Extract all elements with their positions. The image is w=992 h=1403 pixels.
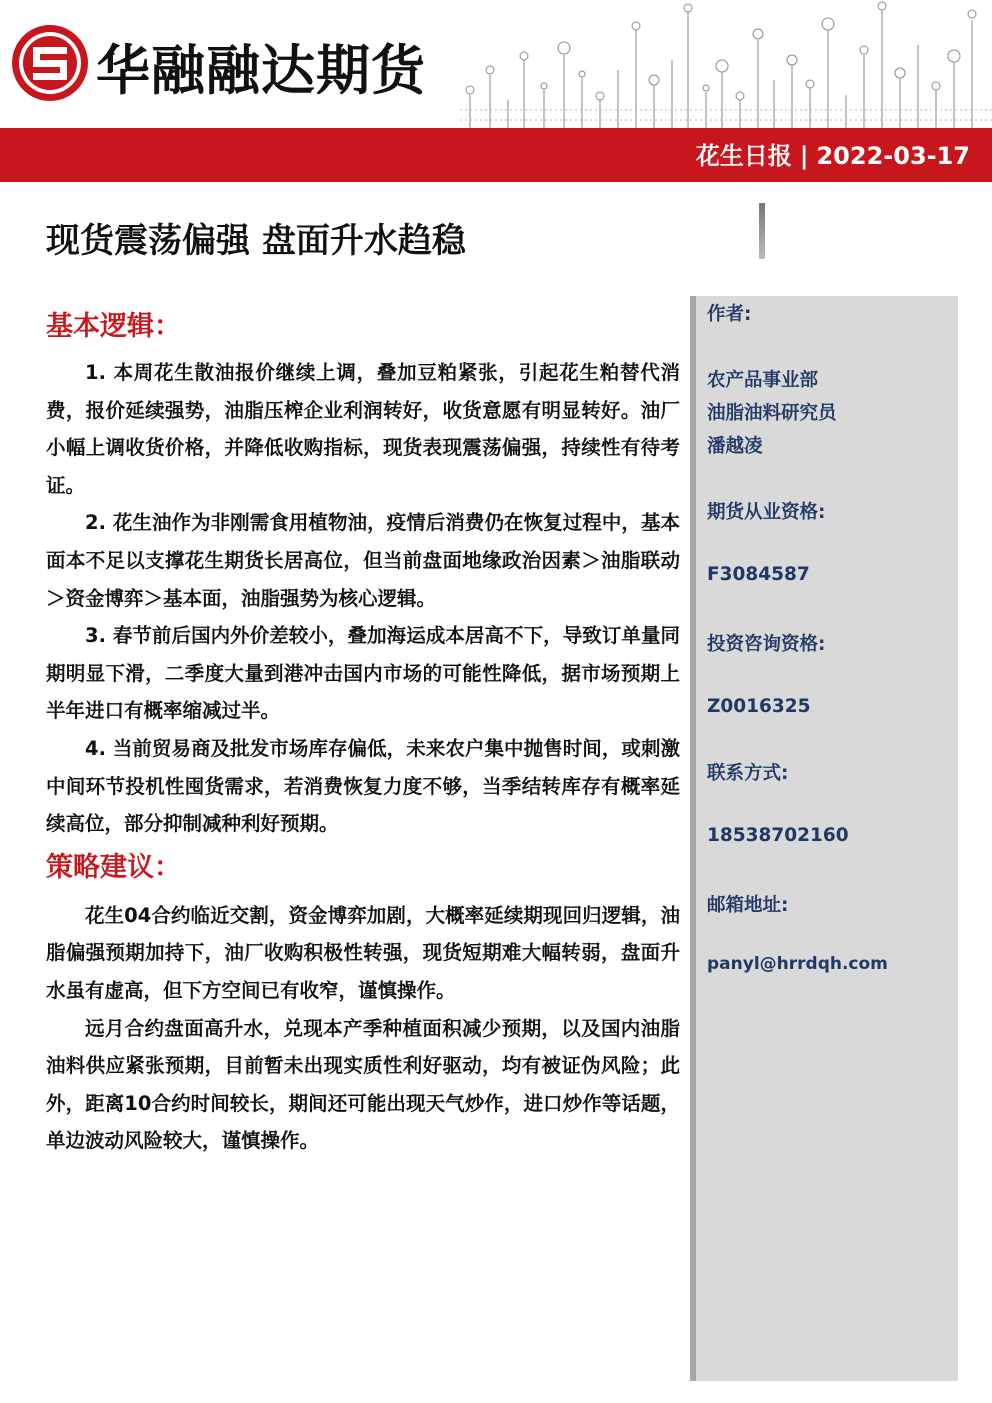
report-title: 现货震荡偏强 盘面升水趋稳 <box>46 221 466 261</box>
contact-phone: 18538702160 <box>707 825 849 846</box>
circle-lines-decoration <box>460 0 992 128</box>
contact-email[interactable]: panyl@hrrdqh.com <box>707 954 888 974</box>
logic-paragraph-2: 2. 花生油作为非刚需食用植物油，疫情后消费仍在恢复过程中，基本面本不足以支撑花生期货长居高位，但当前盘面地缘政治因素＞油脂联动＞资金博弈＞基本面，油脂强势为核心逻辑。 <box>46 511 680 610</box>
report-type: 花生日报 <box>695 142 792 170</box>
contact-label: 联系方式: <box>707 763 789 784</box>
strategy-paragraph-2: 远月合约盘面高升水，兑现本产季种植面积减少预期，以及国内油脂油料供应紧张预期，目前暂未出现实质性利好驱动，均有被证伪风险；此外，距离10合约时间较长，期间还可能出现天气炒作，进口炒作等话题，单边波动风险较大，谨慎操作。 <box>46 1016 680 1153</box>
company-name: 华融融达期货 <box>96 38 426 102</box>
main-content <box>46 300 680 1160</box>
company-logo-icon <box>10 20 90 110</box>
sidebar-accent <box>690 296 696 1381</box>
author-position: 油脂油料研究员 <box>707 403 837 424</box>
report-date: 2022-03-17 <box>816 142 970 170</box>
email-label: 邮箱地址: <box>707 895 789 916</box>
author-label: 作者: <box>707 304 752 325</box>
logic-paragraph-3: 3. 春节前后国内外价差较小，叠加海运成本居高不下，导致订单量同期明显下滑，二季度大量到港冲击国内市场的可能性降低，据市场预期上半年进口有概率缩减过半。 <box>46 624 680 723</box>
section-heading-strategy: 策略建议： <box>46 851 181 883</box>
banner-separator: | <box>799 142 809 170</box>
logic-paragraph-4: 4. 当前贸易商及批发市场库存偏低，未来农户集中抛售时间，或刺激中间环节投机性囤货需求，若消费恢复力度不够，当季结转库存有概率延续高位，部分抑制减种利好预期。 <box>46 736 680 836</box>
logic-paragraph-1: 1. 本周花生散油报价继续上调，叠加豆粕紧张，引起花生粕替代消费，报价延续强势，油脂压榨企业利润转好，收货意愿有明显转好。油厂小幅上调收货价格，并降低收购指标，现货表现震荡偏强，持续性有待考证。 <box>46 361 680 497</box>
futures-cert-label: 期货从业资格: <box>707 502 826 523</box>
futures-cert-number: F3084587 <box>707 564 810 585</box>
title-divider <box>759 203 765 259</box>
author-name: 潘越凌 <box>707 436 763 457</box>
advisory-cert-label: 投资咨询资格: <box>707 634 826 655</box>
section-heading-logic: 基本逻辑： <box>46 311 181 342</box>
author-department: 农产品事业部 <box>707 370 819 391</box>
report-banner <box>696 136 970 171</box>
strategy-paragraph-1: 花生04合约临近交割，资金博弈加剧，大概率延续期现回归逻辑，油脂偏强预期加持下，油厂收购积极性转强，现货短期难大幅转弱，盘面升水虽有虚高，但下方空间已有收窄，谨慎操作。 <box>46 903 680 1002</box>
advisory-cert-number: Z0016325 <box>707 696 811 717</box>
